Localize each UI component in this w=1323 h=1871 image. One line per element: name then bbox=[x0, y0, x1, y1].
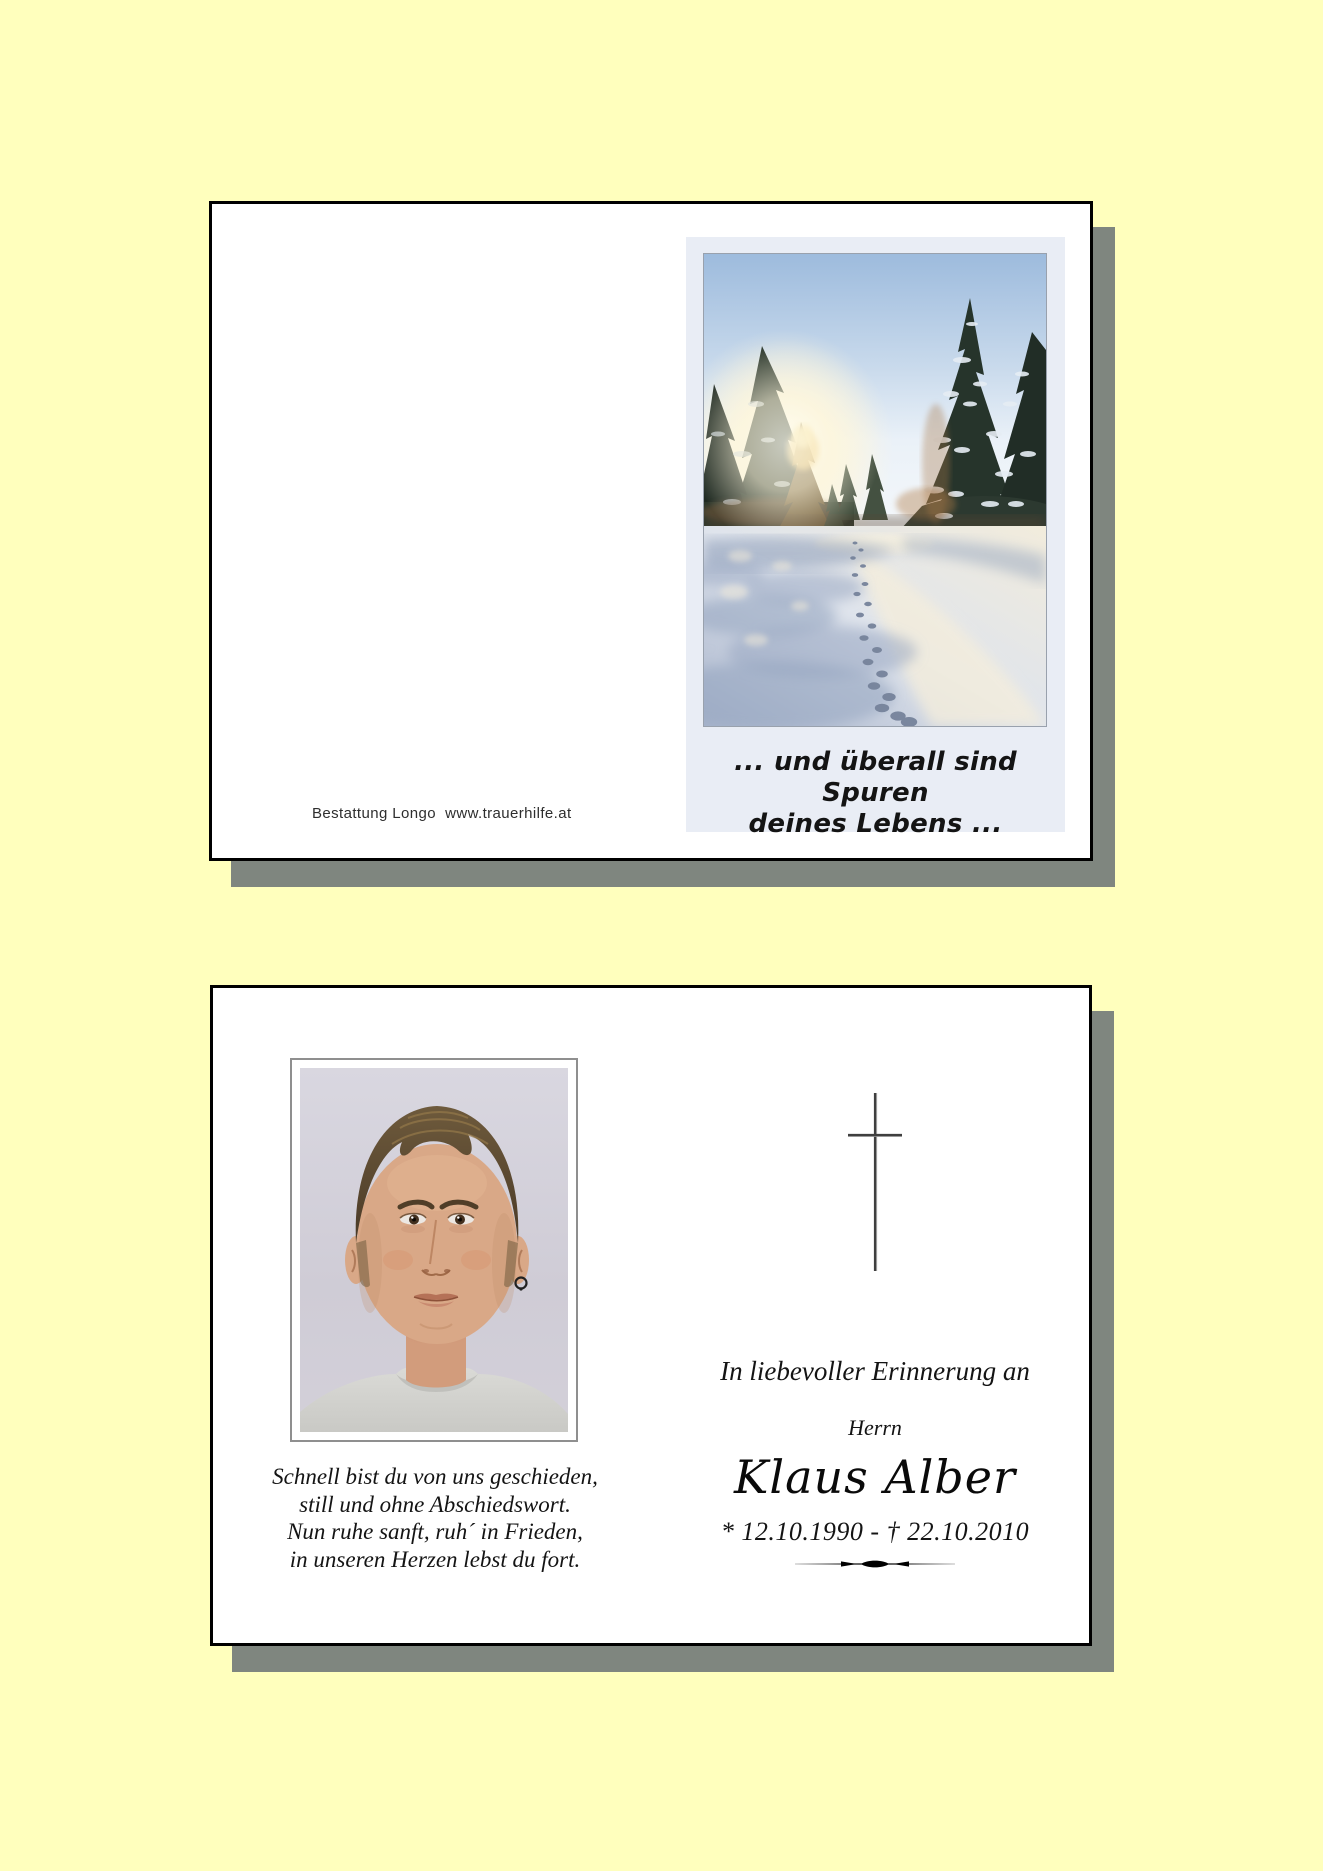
divider-ornament bbox=[795, 1556, 955, 1572]
deceased-name: Klaus Alber bbox=[734, 1450, 1016, 1504]
life-dates: * 12.10.1990 - † 22.10.2010 bbox=[720, 1517, 1030, 1546]
winter-photo-panel bbox=[686, 237, 1065, 839]
winter-photo bbox=[703, 253, 1047, 727]
salutation: Herrn bbox=[848, 1415, 902, 1440]
poem-line-2: still und ohne Abschiedswort. bbox=[299, 1491, 571, 1517]
caption-line-1: ... und überall sind Spuren bbox=[734, 747, 1017, 808]
poem-line-1: Schnell bist du von uns geschieden, bbox=[272, 1464, 598, 1489]
portrait-frame bbox=[290, 1058, 578, 1442]
memorial-card-front bbox=[209, 201, 1093, 861]
poem bbox=[213, 1463, 657, 1573]
publisher-line: Bestattung Longo www.trauerhilfe.at bbox=[312, 805, 572, 822]
memorial-card-inside bbox=[210, 985, 1092, 1646]
poem-line-4: in unseren Herzen lebst du fort. bbox=[289, 1546, 581, 1572]
portrait-photo bbox=[300, 1068, 568, 1432]
caption-line-2: deines Lebens ... bbox=[748, 809, 1003, 839]
cross-icon bbox=[845, 1091, 905, 1273]
memorial-intro: In liebevoller Erinnerung an bbox=[720, 1356, 1030, 1386]
poem-line-3: Nun ruhe sanft, ruh´ in Frieden, bbox=[287, 1519, 583, 1544]
memorial-column bbox=[660, 988, 1090, 1643]
photo-caption bbox=[686, 747, 1065, 840]
